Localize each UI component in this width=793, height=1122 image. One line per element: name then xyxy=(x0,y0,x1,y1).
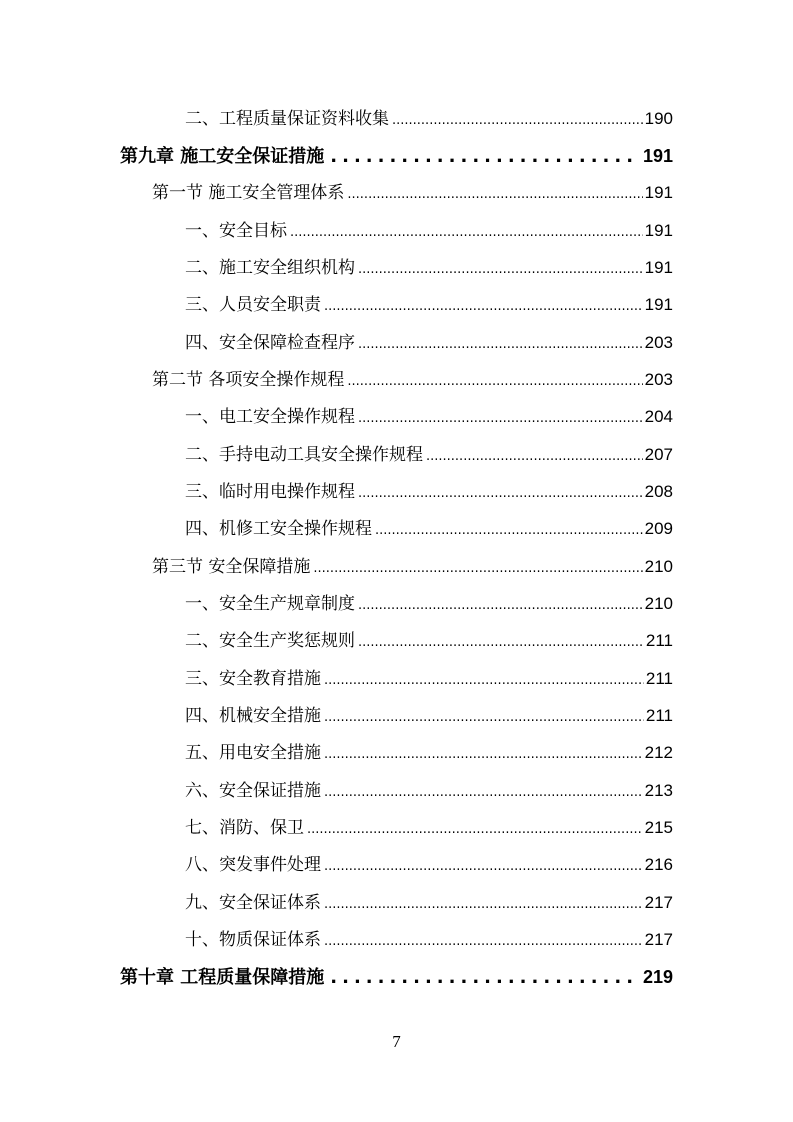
toc-entry[interactable] xyxy=(185,925,673,955)
toc-dot-leader xyxy=(347,180,642,210)
toc-entry[interactable] xyxy=(185,850,673,880)
toc-dot-leader xyxy=(313,554,642,584)
toc-entry-page: 204 xyxy=(644,407,673,426)
toc-entry-page: 191 xyxy=(644,258,673,277)
toc-entry-title: 第九章 施工安全保证措施 xyxy=(120,146,325,167)
toc-entry-page: 190 xyxy=(644,109,673,128)
toc-dot-leader xyxy=(358,255,643,285)
toc-dot-leader xyxy=(324,292,643,322)
toc-entry-title: 九、安全保证体系 xyxy=(185,893,321,913)
toc-dot-leader xyxy=(324,852,643,882)
toc-entry[interactable] xyxy=(185,477,673,507)
toc-entry-title: 第二节 各项安全操作规程 xyxy=(152,370,345,390)
toc-entry-title: 四、机修工安全操作规程 xyxy=(185,519,372,539)
toc-entry-title: 五、用电安全措施 xyxy=(185,743,321,763)
toc-entry[interactable] xyxy=(185,253,673,283)
toc-dot-leader xyxy=(358,404,643,434)
toc-entry[interactable] xyxy=(185,216,673,246)
toc-entry-title: 二、工程质量保证资料收集 xyxy=(185,109,389,129)
toc-dot-leader xyxy=(330,142,637,172)
toc-entry-title: 一、安全生产规章制度 xyxy=(185,594,355,614)
toc-entry-page: 213 xyxy=(644,781,673,800)
toc-entry-title: 三、人员安全职责 xyxy=(185,295,321,315)
toc-entry-page: 210 xyxy=(644,594,673,613)
toc-entry[interactable] xyxy=(185,328,673,358)
toc-entry[interactable] xyxy=(185,813,673,843)
toc-entry-title: 第三节 安全保障措施 xyxy=(152,557,311,577)
toc-entry-page: 211 xyxy=(645,706,673,725)
toc-entry-title: 一、安全目标 xyxy=(185,221,287,241)
toc-entry-page: 212 xyxy=(644,743,673,762)
toc-entry[interactable] xyxy=(185,440,673,470)
toc-entry-page: 191 xyxy=(644,183,673,202)
toc-entry-title: 三、安全教育措施 xyxy=(185,669,321,689)
toc-entry-page: 210 xyxy=(644,557,673,576)
toc-entry-section[interactable] xyxy=(152,365,673,395)
toc-entry-section[interactable] xyxy=(152,178,673,208)
toc-entry[interactable] xyxy=(185,514,673,544)
toc-entry-title: 二、手持电动工具安全操作规程 xyxy=(185,445,423,465)
toc-entry[interactable] xyxy=(185,626,673,656)
toc-entry[interactable] xyxy=(185,589,673,619)
toc-dot-leader xyxy=(358,479,643,509)
toc-entry[interactable] xyxy=(185,701,673,731)
toc-entry-page: 219 xyxy=(642,967,673,987)
toc-dot-leader xyxy=(324,890,643,920)
toc-entry-section[interactable] xyxy=(152,552,673,582)
toc-dot-leader xyxy=(324,778,643,808)
toc-dot-leader xyxy=(307,815,643,845)
toc-entry-page: 217 xyxy=(644,930,673,949)
toc-entry-title: 二、施工安全组织机构 xyxy=(185,258,355,278)
toc-dot-leader xyxy=(324,703,644,733)
toc-entry-page: 203 xyxy=(644,370,673,389)
toc-entry-title: 七、消防、保卫 xyxy=(185,818,304,838)
toc-dot-leader xyxy=(392,106,643,136)
toc-entry-title: 六、安全保证措施 xyxy=(185,781,321,801)
page-number: 7 xyxy=(392,1032,401,1051)
toc-dot-leader xyxy=(324,927,643,957)
toc-entry-title: 二、安全生产奖惩规则 xyxy=(185,631,355,651)
toc-entry-page: 207 xyxy=(644,445,673,464)
toc-dot-leader xyxy=(290,218,643,248)
toc-entry-title: 第一节 施工安全管理体系 xyxy=(152,183,345,203)
toc-entry[interactable] xyxy=(185,888,673,918)
toc-entry-page: 217 xyxy=(644,893,673,912)
toc-entry-title: 八、突发事件处理 xyxy=(185,855,321,875)
toc-entry-page: 215 xyxy=(644,818,673,837)
toc-entry[interactable] xyxy=(185,738,673,768)
toc-entry-page: 203 xyxy=(644,333,673,352)
toc-entry-page: 211 xyxy=(645,631,673,650)
toc-entry-page: 191 xyxy=(642,146,673,166)
toc-dot-leader xyxy=(324,666,644,696)
toc-entry-title: 十、物质保证体系 xyxy=(185,930,321,950)
toc-entry-page: 211 xyxy=(645,669,673,688)
toc-dot-leader xyxy=(358,628,644,658)
toc-entry-page: 208 xyxy=(644,482,673,501)
toc-entry-title: 四、机械安全措施 xyxy=(185,706,321,726)
toc-entry[interactable] xyxy=(185,402,673,432)
toc-entry-title: 一、电工安全操作规程 xyxy=(185,407,355,427)
toc-entry-title: 四、安全保障检查程序 xyxy=(185,333,355,353)
toc-dot-leader xyxy=(324,740,643,770)
toc-entry[interactable] xyxy=(185,290,673,320)
toc-dot-leader xyxy=(358,330,643,360)
toc-dot-leader xyxy=(358,591,643,621)
toc-dot-leader xyxy=(426,442,643,472)
toc-entry-chapter[interactable] xyxy=(120,141,673,171)
toc-dot-leader xyxy=(347,367,642,397)
toc-entry-chapter[interactable] xyxy=(120,962,673,992)
toc-entry-title: 第十章 工程质量保障措施 xyxy=(120,967,325,988)
toc-entry-title: 三、临时用电操作规程 xyxy=(185,482,355,502)
toc-entry-page: 216 xyxy=(644,855,673,874)
toc-entry[interactable] xyxy=(185,104,673,134)
toc-dot-leader xyxy=(330,963,637,993)
toc-entry-page: 191 xyxy=(644,295,673,314)
toc-entry-page: 191 xyxy=(644,221,673,240)
toc-entry[interactable] xyxy=(185,776,673,806)
toc-entry[interactable] xyxy=(185,664,673,694)
toc-dot-leader xyxy=(375,516,643,546)
toc-entry-page: 209 xyxy=(644,519,673,538)
